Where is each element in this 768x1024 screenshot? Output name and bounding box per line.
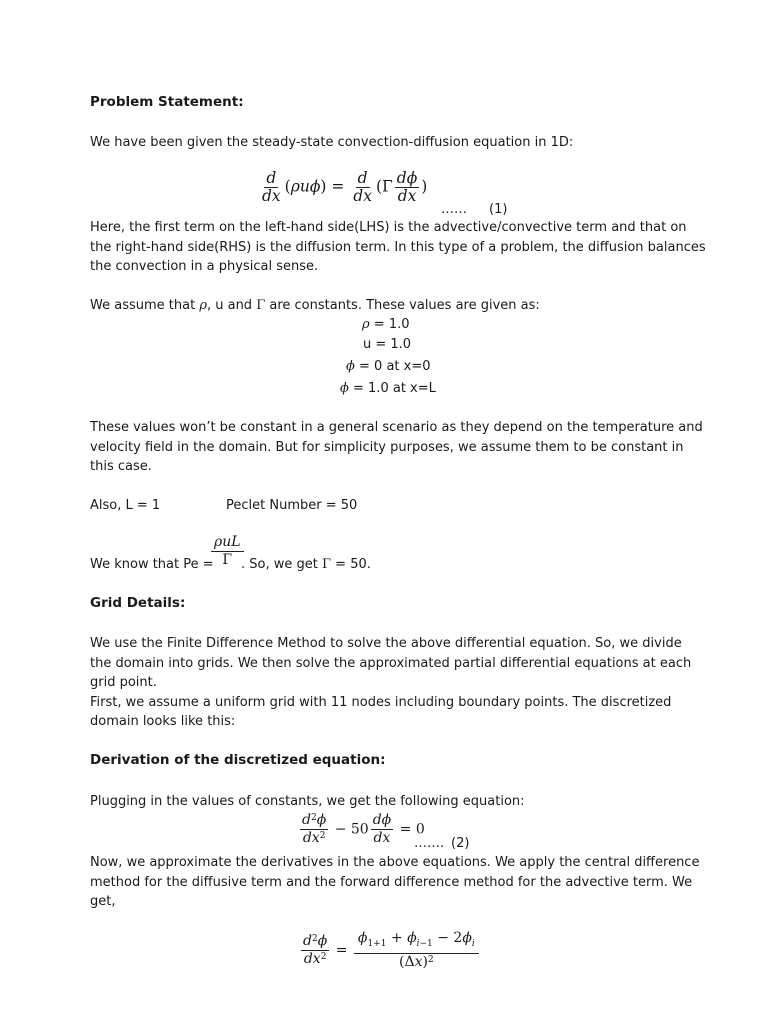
equation-2: $\frac{d^2\phi}{dx^2}$ − 50 $\frac{d\phi}{dx}$ = 0 xyxy=(302,812,425,846)
explanation-line-1: Here, the first term on the left-hand side(LHS) is the advective/convective term and that on xyxy=(90,220,687,235)
explanation-line-3: the convection in a physical sense. xyxy=(90,259,319,274)
pe-line-suffix: . So, we get Γ = 50. xyxy=(241,557,371,572)
value-phi0: ϕ = 0 at x=0 xyxy=(346,359,431,374)
value-rho: ρ = 1.0 xyxy=(362,317,410,332)
derivation-line-3: get, xyxy=(90,894,116,909)
derivation-intro: Plugging in the values of constants, we get the following equation: xyxy=(90,794,525,809)
value-phiL: ϕ = 1.0 at x=L xyxy=(340,381,436,396)
grid-line-4: First, we assume a uniform grid with 11 nodes including boundary points. The discretized xyxy=(90,694,672,710)
grid-line-1: We use the Finite Difference Method to solve the above differential equation. So, we divide xyxy=(90,636,682,651)
assume-suffix: are constants. These values are given as: xyxy=(269,298,540,313)
intro-text: We have been given the steady-state convection-diffusion equation in 1D: xyxy=(90,135,574,150)
equation-2-number: (2) xyxy=(451,836,470,851)
heading-grid-details: Grid Details: xyxy=(90,595,186,611)
assume-mid: , u and xyxy=(206,298,253,313)
note-line-1: These values won’t be constant in a general scenario as they depend on the temperature and xyxy=(90,420,703,435)
equation-1-number: (1) xyxy=(489,202,508,217)
derivation-line-1: Now, we approximate the derivatives in the above equations. We apply the central difference xyxy=(90,855,700,870)
explanation-line-2: the right-hand side(RHS) is the diffusion term. In this type of a problem, the diffusion balances xyxy=(90,239,706,255)
equation-1-dots: …… xyxy=(441,202,467,217)
value-u: u = 1.0 xyxy=(363,337,412,352)
note-line-2: velocity field in the domain. But for simplicity purposes, we assume them to be constant in xyxy=(90,439,684,455)
heading-problem-statement: Problem Statement: xyxy=(90,94,244,110)
rho-symbol: ρ xyxy=(199,298,207,313)
gamma-symbol: Γ xyxy=(256,298,266,313)
grid-line-3: grid point. xyxy=(90,675,157,690)
pe-fraction: $\frac{\text{ρuL}}{\Gamma}$ xyxy=(211,534,244,569)
note-line-3: this case. xyxy=(90,459,152,474)
heading-derivation: Derivation of the discretized equation: xyxy=(90,752,386,768)
equation-central-difference: $\frac{d^2\phi}{dx^2}$ = $\frac{\phi_{1+1} + \phi_{i-1} - 2\phi_i}{(\Delta x)^2}$ xyxy=(299,930,481,971)
derivation-line-2: method for the diffusive term and the forward difference method for the advective term. We xyxy=(90,874,693,890)
assume-prefix: We assume that xyxy=(90,298,196,313)
also-l: Also, L = 1 xyxy=(90,498,161,513)
peclet-number: Peclet Number = 50 xyxy=(226,498,358,513)
equation-1: $\frac{d}{dx}$ (ρuϕ) = $\frac{d}{dx}$ (Γ $\frac{d\phi}{dx}$ ) xyxy=(262,169,428,205)
grid-line-2: the domain into grids. We then solve the approximated partial differential equations at each xyxy=(90,655,692,671)
grid-line-5: domain looks like this: xyxy=(90,714,236,729)
equation-2-dots: ……. xyxy=(414,836,445,851)
pe-line-prefix: We know that Pe = xyxy=(90,557,214,572)
assume-line xyxy=(90,296,540,316)
